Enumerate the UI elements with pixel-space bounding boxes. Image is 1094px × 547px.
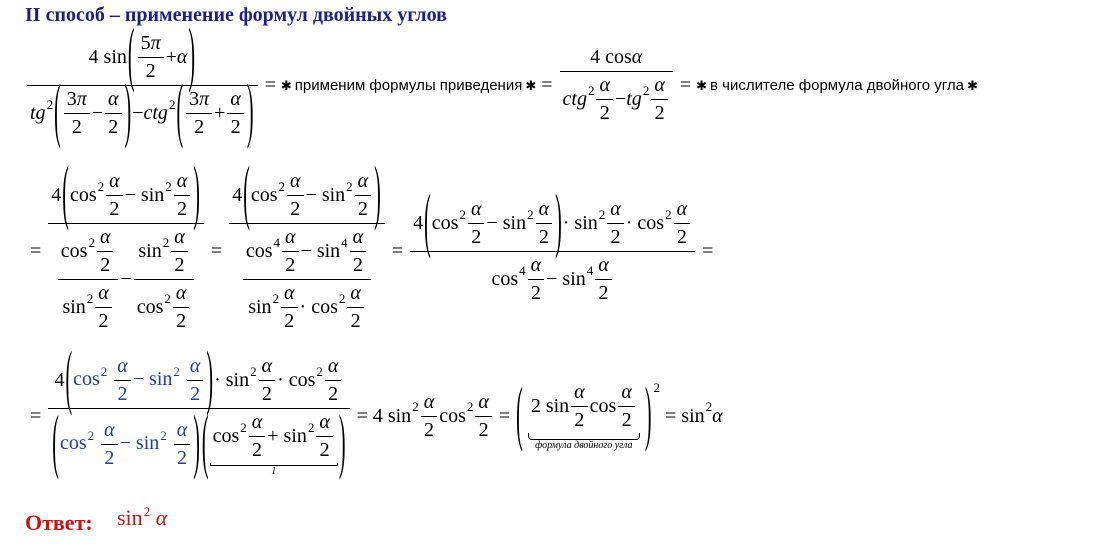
page-title: II способ – применение формул двойных углов [25,4,447,26]
answer-exponent: 2 [143,504,151,519]
answer-variable: α [155,505,168,530]
equation-row-2: = 4 ( cos 2 $\frac{\alpha}{2}$ − sin 2 $\frac{\alpha}{2}$ ) cos 2 $\frac{\alpha}{2}$ sin 2 $\frac{\alpha}{2}$ − sin 2 $\frac{\alpha}{2}$ cos 2 $\frac{\alpha}{2}$ = 4 ( cos 2 $\frac{\alpha}{2}$ − sin 2 $\frac{\alpha}{2}$ ) cos 4 $\frac{\alpha}{2}$ − sin 4 $\frac{\alpha}{2}$ sin 2 $\frac{\alpha}{2}$ · cos 2 $\frac{\alpha}{2}$ = 4 ( cos 2 $\frac{\alpha}{2}$ − sin 2 $\frac{\alpha}{2}$ ) · sin 2 $\frac{\alpha}{2}$ · cos 2 $\frac{\alpha}{2}$ cos 4 $\frac{\alpha}{2}$ − sin 4 $\frac{\alpha}{2}$ = [30,154,714,332]
note-reduction-formulas: применим формулы приведения [294,77,523,94]
underbrace-label: формула двойного угла [535,440,633,451]
equation-row-3: = 4 ( $\cos^2$ $\frac{\alpha}{2}$ − $\sin^2$ $\frac{\alpha}{2}$ ) · sin 2 $\frac{\alpha}{2}$ · cos 2 $\frac{\alpha}{2}$ ( $\cos^2$ $\frac{\alpha}{2}$ − $\sin^2$ $\frac{\alpha}{2}$ ) ( cos 2 $\frac{\alpha}{2}$ + sin 2 $\frac{\alpha}{2}$ 1 ) = 4 sin 2 $\frac{\alpha}{2}$ cos 2 $\frac{\alpha}{2}$ = ( 2 sin $\frac{\alpha}{2}$ cos $\frac{\alpha}{2}$ формула двойного угла ) 2 = sin 2 α [30,339,723,482]
answer-label: Ответ: [25,510,93,535]
fraction-initial: 4 sin ( 5 π 2 + α ) tg 2 ( 3 π 2 − $\frac{\alpha}{2}$ ) − ctg 2 ( 3 π 2 + $\frac{\alpha}{2}$ ) [27,32,258,139]
note-double-angle: в числителе формула двойного угла [710,77,964,94]
answer-func: sin [117,505,143,530]
answer-value [117,505,167,531]
identity-one-label: 1 [271,466,277,477]
equation-row-1: 4 sin ( 5 π 2 + α ) tg 2 ( 3 π 2 − $\frac{\alpha}{2}$ ) − ctg 2 ( 3 π 2 + $\frac{\alpha}{2}$ ) = ✱ применим формулы приведения ✱ = 4 cos α ctg 2 $\frac{\alpha}{2}$ − tg 2 $\frac{\alpha}{2}$ = ✱ в числителе формула двойного угла ✱ [25,32,978,139]
